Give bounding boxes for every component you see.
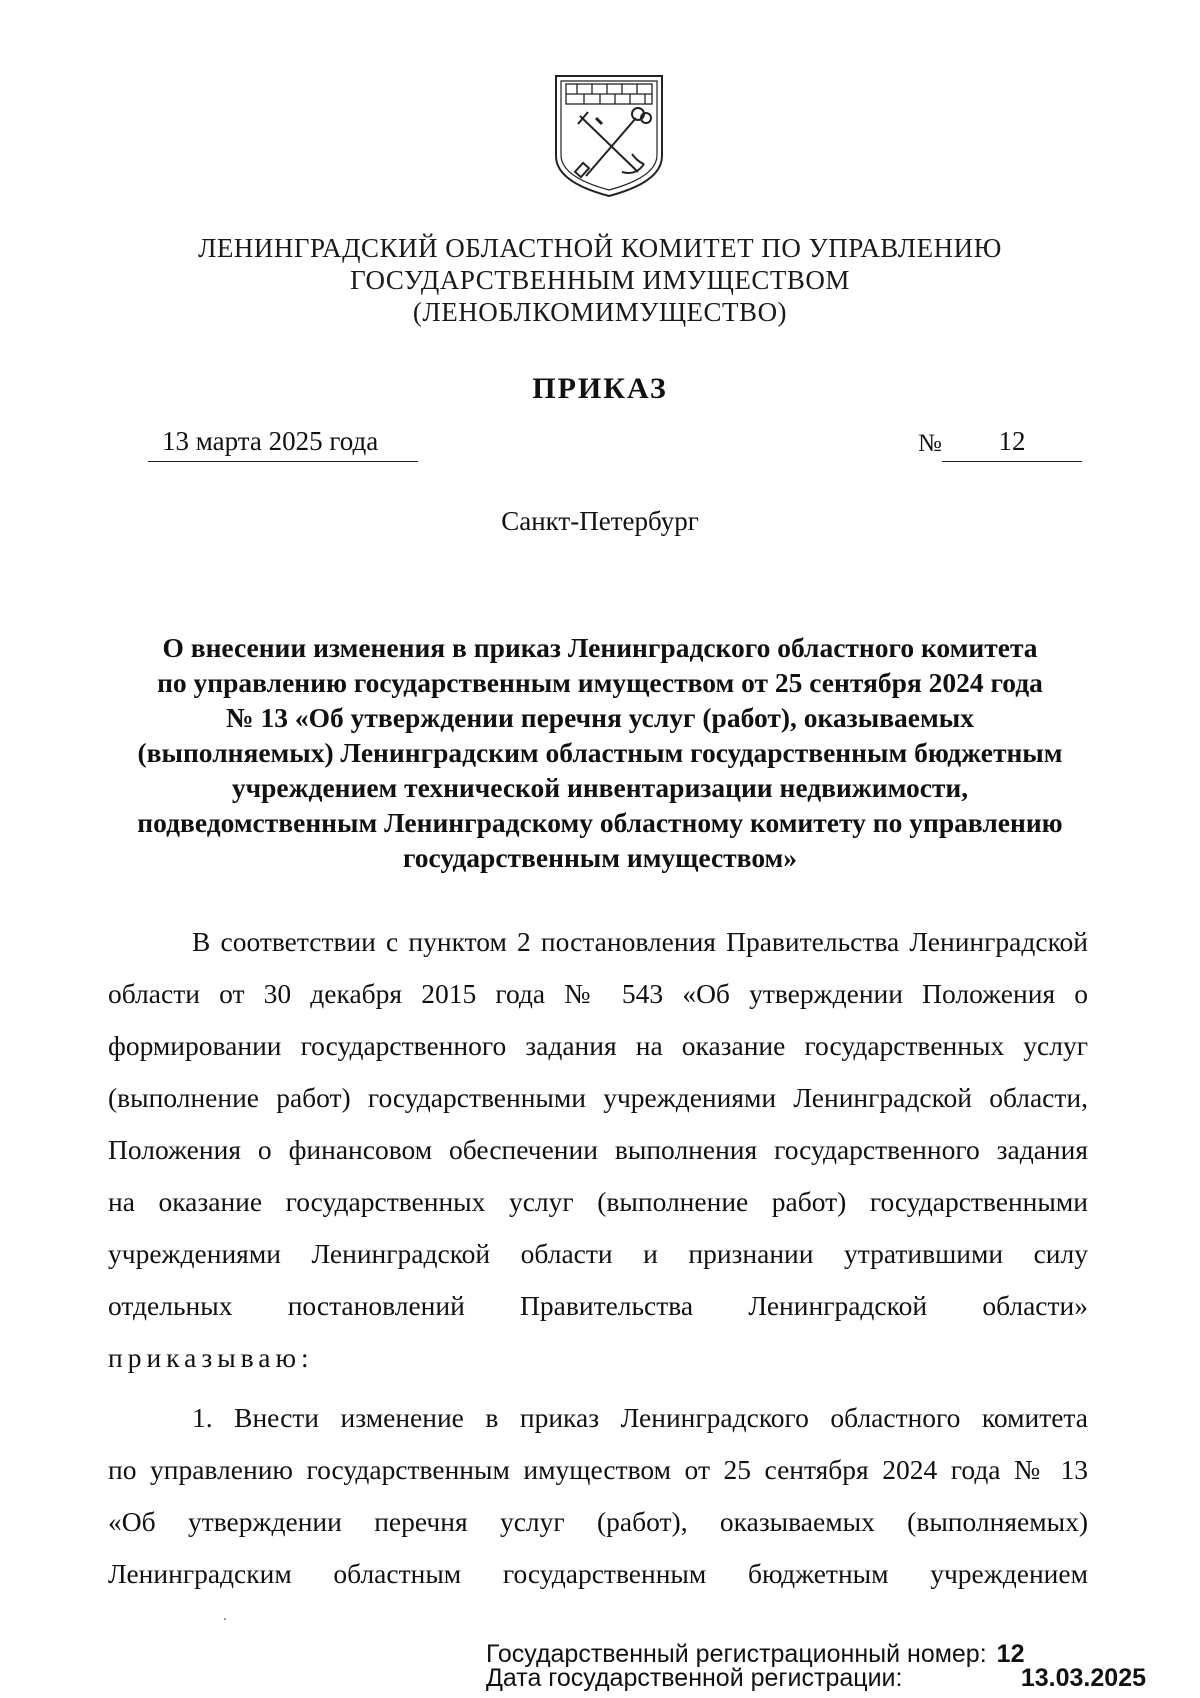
scan-speck bbox=[224, 1618, 226, 1620]
city: Санкт-Петербург bbox=[501, 506, 699, 536]
committee-abbreviation: (ЛЕНОБЛКОМИМУЩЕСТВО) bbox=[412, 297, 788, 327]
subject-line: (выполняемых) Ленинградским областным государственным бюджетным bbox=[137, 737, 1063, 768]
document-type-title: ПРИКАЗ bbox=[532, 372, 668, 405]
number-sign: № bbox=[918, 430, 942, 457]
body-line: отдельных постановлений Правительства Ленинградской области» bbox=[108, 1290, 1088, 1321]
body-line: формировании государственного задания на оказание государственных услуг bbox=[108, 1030, 1088, 1061]
order-subject bbox=[100, 630, 1100, 875]
body-line: по управлению государственным имуществом от 25 сентября 2024 года № 13 bbox=[108, 1454, 1088, 1485]
subject-line: О внесении изменения в приказ Ленинградского областного комитета bbox=[162, 632, 1038, 663]
subject-line: подведомственным Ленинградскому областному комитету по управлению bbox=[137, 807, 1063, 838]
coat-of-arms-icon bbox=[552, 72, 666, 200]
committee-name-line1: ЛЕНИНГРАДСКИЙ ОБЛАСТНОЙ КОМИТЕТ ПО УПРАВЛЕНИЮ bbox=[198, 233, 1002, 263]
body-line: В соответствии с пунктом 2 постановления Правительства Ленинградской bbox=[192, 926, 1088, 957]
committee-name-line2: ГОСУДАРСТВЕННЫМ ИМУЩЕСТВОМ bbox=[350, 265, 850, 295]
body-line: учреждениями Ленинградской области и признании утратившими силу bbox=[108, 1238, 1088, 1269]
subject-line: № 13 «Об утверждении перечня услуг (работ), оказываемых bbox=[226, 702, 974, 733]
subject-line: государственным имуществом» bbox=[402, 842, 798, 873]
order-number: 12 bbox=[942, 426, 1082, 462]
registration-number-label: Государственный регистрационный номер: bbox=[486, 1640, 987, 1668]
body-line: 1. Внести изменение в приказ Ленинградского областного комитета bbox=[192, 1402, 1088, 1433]
body-line: Ленинградским областным государственным бюджетным учреждением bbox=[108, 1558, 1088, 1589]
registration-date-label: Дата государственной регистрации: bbox=[486, 1664, 903, 1692]
registration-stamp bbox=[486, 1642, 1146, 1690]
body-line: Положения о финансовом обеспечении выполнения государственного задания bbox=[108, 1134, 1088, 1165]
body-line: на оказание государственных услуг (выполнение работ) государственными bbox=[108, 1186, 1088, 1217]
subject-line: по управлению государственным имуществом от 25 сентября 2024 года bbox=[157, 667, 1043, 698]
body-line: области от 30 декабря 2015 года № 543 «Об утверждении Положения о bbox=[108, 978, 1088, 1009]
body-line: (выполнение работ) государственными учреждениями Ленинградской области, bbox=[108, 1082, 1088, 1113]
order-date: 13 марта 2025 года bbox=[148, 426, 418, 462]
subject-line: учреждением технической инвентаризации недвижимости, bbox=[231, 772, 969, 803]
registration-number-value: 12 bbox=[996, 1640, 1025, 1668]
body-line-order-word: приказываю: bbox=[108, 1342, 314, 1373]
registration-date-value: 13.03.2025 bbox=[1020, 1664, 1146, 1692]
body-line: «Об утверждении перечня услуг (работ), оказываемых (выполняемых) bbox=[108, 1506, 1088, 1537]
